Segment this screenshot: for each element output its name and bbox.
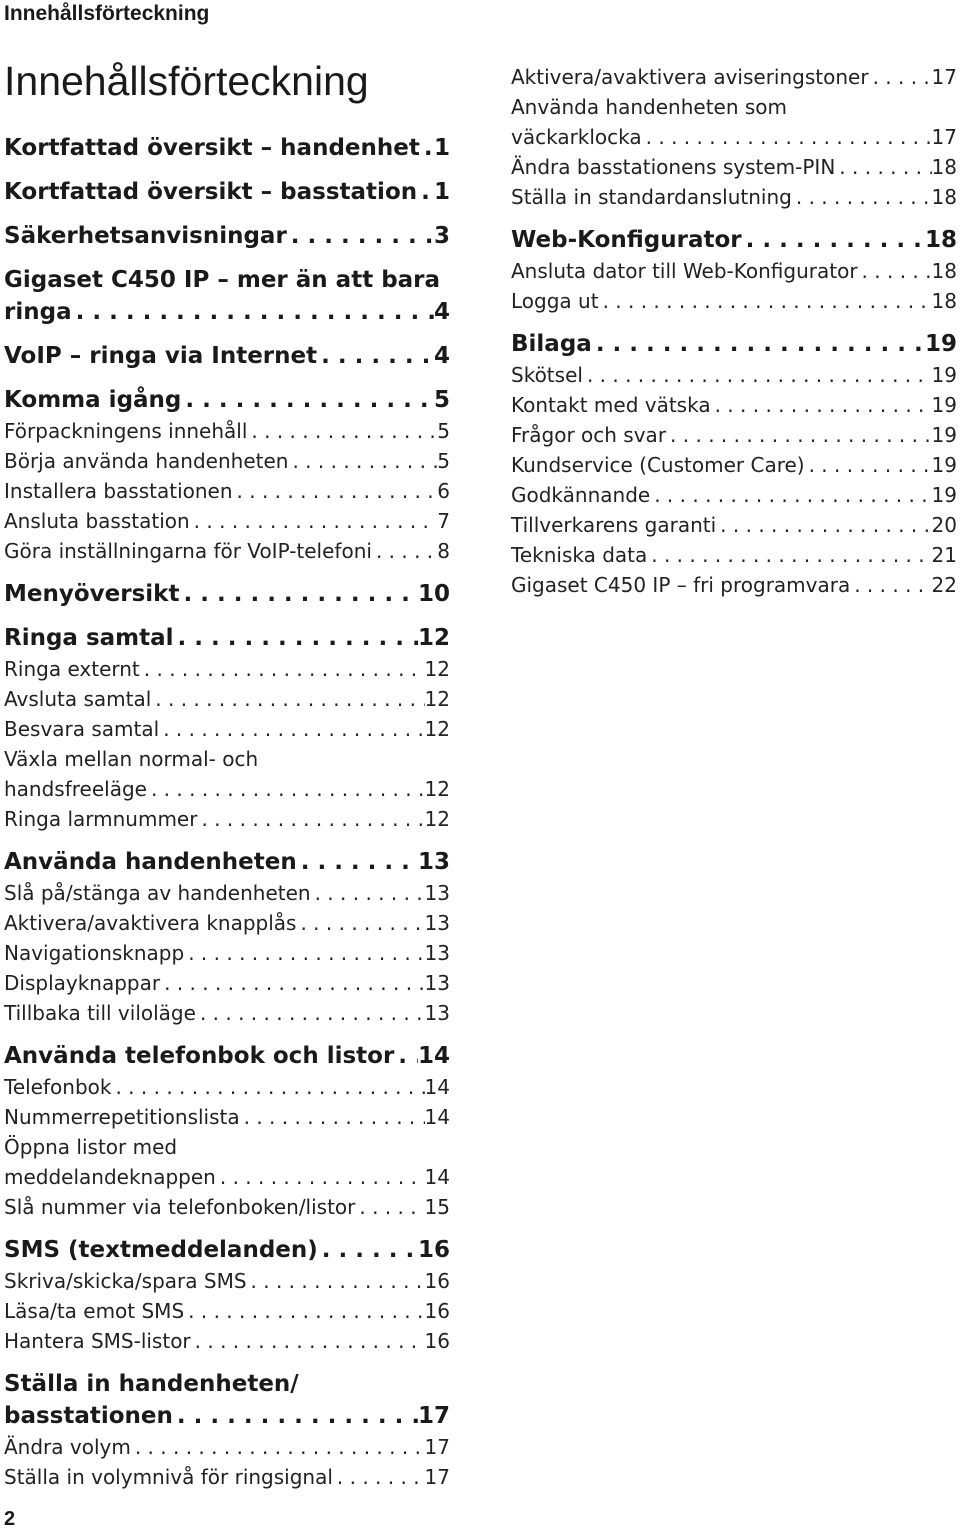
- toc-chapter: [4, 1368, 450, 1492]
- dot-leader: [372, 536, 437, 566]
- toc-page-number: 16: [424, 1269, 450, 1293]
- dot-leader: [599, 286, 932, 316]
- toc-page-number: 12: [424, 687, 450, 711]
- toc-page-number: 14: [424, 1105, 450, 1129]
- toc-chapter-title: Använda telefonbok och listor: [4, 1043, 395, 1069]
- toc-entry-label: Kundservice (Customer Care): [511, 453, 805, 477]
- toc-page-number: 13: [424, 911, 450, 935]
- dot-leader: [296, 908, 424, 938]
- toc-chapter: [4, 384, 450, 566]
- toc-chapter: [4, 846, 450, 1028]
- toc-chapter-title: Komma igång: [4, 387, 182, 413]
- toc-page-number: 10: [417, 581, 450, 607]
- toc-page-number: 12: [417, 625, 450, 651]
- dot-leader: [147, 774, 425, 804]
- dot-leader: [417, 176, 434, 208]
- toc-entry-label: Tillbaka till viloläge: [4, 1001, 196, 1025]
- toc-chapter-title: VoIP – ringa via Internet: [4, 343, 318, 369]
- toc-entry[interactable]: [4, 1072, 450, 1102]
- toc-entry-label: Ringa externt: [4, 657, 140, 681]
- toc-entry-label: Läsa/ta emot SMS: [4, 1299, 185, 1323]
- dot-leader: [173, 1400, 418, 1432]
- toc-chapter: [4, 1040, 450, 1222]
- toc-chapter-entry[interactable]: [4, 622, 450, 654]
- toc-chapter-entry[interactable]: [4, 1400, 450, 1432]
- toc-entry-label: Slå på/stänga av handenheten: [4, 881, 311, 905]
- toc-page-number: 17: [931, 125, 957, 149]
- toc-entry[interactable]: [4, 1432, 450, 1462]
- toc-chapter-title: SMS (textmeddelanden): [4, 1237, 318, 1263]
- toc-chapter-title: basstationen: [4, 1403, 173, 1429]
- toc-chapter-title: Kortfattad översikt – handenhet: [4, 135, 420, 161]
- toc-entry-label: Börja använda handenheten: [4, 449, 289, 473]
- toc-page-number: 18: [931, 259, 957, 283]
- toc-entry-label: meddelandeknappen: [4, 1165, 216, 1189]
- toc-page-number: 13: [424, 881, 450, 905]
- dot-leader: [318, 1234, 418, 1266]
- toc-entry-label: Hantera SMS-listor: [4, 1329, 191, 1353]
- dot-leader: [181, 384, 434, 416]
- toc-chapter: [511, 62, 957, 212]
- toc-page-number: 13: [424, 971, 450, 995]
- toc-page-number: 20: [931, 513, 957, 537]
- toc-entry[interactable]: [4, 998, 450, 1028]
- toc-page-number: 4: [433, 343, 450, 369]
- toc-chapter-entry[interactable]: [4, 296, 450, 328]
- dot-leader: [792, 182, 932, 212]
- toc-page-number: 14: [424, 1075, 450, 1099]
- toc-chapter-title: Ställa in handenheten/: [4, 1371, 299, 1397]
- toc-chapter: [4, 264, 450, 328]
- toc-entry-label: Skötsel: [511, 363, 583, 387]
- toc-entry[interactable]: [4, 1162, 450, 1192]
- toc-page-number: 14: [424, 1165, 450, 1189]
- toc-chapter-entry[interactable]: [4, 846, 450, 878]
- toc-entry[interactable]: [4, 1462, 450, 1492]
- dot-leader: [247, 416, 437, 446]
- toc-page-number: 17: [931, 65, 957, 89]
- toc-entry-label: handsfreeläge: [4, 777, 147, 801]
- dot-leader: [355, 1192, 424, 1222]
- toc-entry-label: Logga ut: [511, 289, 599, 313]
- toc-page-number: 16: [424, 1299, 450, 1323]
- toc-chapter: [4, 1234, 450, 1356]
- toc-page-number: 19: [931, 423, 957, 447]
- toc-entry[interactable]: [511, 152, 957, 182]
- toc-chapter-title: Bilaga: [511, 331, 592, 357]
- toc-entry-label: Nummerrepetitionslista: [4, 1105, 240, 1129]
- toc-entry[interactable]: [511, 390, 957, 420]
- toc-entry[interactable]: [511, 182, 957, 212]
- toc-chapter-entry[interactable]: [511, 328, 957, 360]
- toc-entry[interactable]: [4, 1102, 450, 1132]
- toc-entry[interactable]: [4, 416, 450, 446]
- toc-entry-label: Displayknappar: [4, 971, 161, 995]
- toc-page-number: 16: [417, 1237, 450, 1263]
- toc-page-number: 12: [424, 657, 450, 681]
- toc-chapter-title: ringa: [4, 299, 72, 325]
- toc-entry[interactable]: [4, 446, 450, 476]
- toc-right-column: [511, 62, 957, 612]
- toc-page-number: 13: [424, 1001, 450, 1025]
- toc-chapter-entry[interactable]: [4, 176, 450, 208]
- dot-leader: [394, 1040, 418, 1072]
- dot-leader: [216, 1162, 425, 1192]
- toc-page-number: 19: [931, 393, 957, 417]
- toc-entry-label: Tillverkarens garanti: [511, 513, 717, 537]
- toc-chapter-entry[interactable]: [4, 578, 450, 610]
- toc-chapter-title: Gigaset C450 IP – mer än att bara: [4, 267, 441, 293]
- toc-page-number: 12: [424, 807, 450, 831]
- toc-entry[interactable]: [511, 540, 957, 570]
- toc-chapter-title: Web-Konfigurator: [511, 227, 742, 253]
- toc-entry-label: Växla mellan normal- och: [4, 747, 259, 771]
- dot-leader: [869, 62, 932, 92]
- dot-leader: [642, 122, 932, 152]
- toc-page-number: 1: [433, 179, 450, 205]
- toc-entry[interactable]: [4, 878, 450, 908]
- toc-chapter-entry[interactable]: [4, 1040, 450, 1072]
- toc-page-number: 5: [437, 419, 450, 443]
- dot-leader: [583, 360, 932, 390]
- dot-leader: [592, 328, 925, 360]
- toc-chapter: [4, 132, 450, 164]
- toc-entry-label: Frågor och svar: [511, 423, 667, 447]
- toc-entry[interactable]: [511, 360, 957, 390]
- dot-leader: [711, 390, 932, 420]
- toc-entry-label: Ställa in standardanslutning: [511, 185, 792, 209]
- toc-page-number: 12: [424, 717, 450, 741]
- toc-entry-label: Aktivera/avaktivera aviseringstoner: [511, 65, 869, 89]
- toc-page-number: 3: [433, 223, 450, 249]
- dot-leader: [288, 446, 437, 476]
- toc-chapter-title: Menyöversikt: [4, 581, 180, 607]
- toc-entry-label: Kontakt med vätska: [511, 393, 711, 417]
- toc-page-number: 12: [424, 777, 450, 801]
- toc-chapter: [511, 224, 957, 316]
- dot-leader: [174, 622, 418, 654]
- toc-entry-label: Gigaset C450 IP – fri programvara: [511, 573, 851, 597]
- toc-page-number: 18: [931, 289, 957, 313]
- dot-leader: [287, 220, 434, 252]
- toc-entry-label: Öppna listor med: [4, 1135, 178, 1159]
- toc-entry-label: Slå nummer via telefonboken/listor: [4, 1195, 356, 1219]
- toc-entry-label: väckarklocka: [511, 125, 642, 149]
- toc-page-number: 17: [417, 1403, 450, 1429]
- toc-entry[interactable]: [511, 450, 957, 480]
- toc-page-number: 16: [424, 1329, 450, 1353]
- toc-entry-label: Göra inställningarna för VoIP-telefoni: [4, 539, 372, 563]
- dot-leader: [420, 132, 434, 164]
- toc-page-number: 18: [924, 227, 957, 253]
- dot-leader: [159, 714, 424, 744]
- toc-entry[interactable]: [4, 774, 450, 804]
- toc-left-column: [4, 132, 450, 1504]
- dot-leader: [835, 152, 931, 182]
- dot-leader: [666, 420, 932, 450]
- page-title: Innehållsförteckning: [4, 58, 369, 104]
- toc-entry-label: Skriva/skicka/spara SMS: [4, 1269, 247, 1293]
- toc-entry[interactable]: [511, 286, 957, 316]
- dot-leader: [742, 224, 925, 256]
- toc-entry[interactable]: [4, 908, 450, 938]
- dot-leader: [805, 450, 932, 480]
- toc-page-number: 17: [424, 1465, 450, 1489]
- toc-chapter: [4, 220, 450, 252]
- toc-entry[interactable]: [4, 1326, 450, 1356]
- toc-chapter: [4, 622, 450, 834]
- toc-chapter: [4, 578, 450, 610]
- toc-page-number: 13: [424, 941, 450, 965]
- toc-entry-label: Ändra basstationens system-PIN: [511, 155, 836, 179]
- dot-leader: [197, 804, 424, 834]
- toc-page-number: 18: [931, 155, 957, 179]
- toc-chapter: [511, 328, 957, 600]
- toc-entry[interactable]: [4, 938, 450, 968]
- toc-chapter-title: Använda handenheten: [4, 849, 297, 875]
- toc-page-number: 19: [924, 331, 957, 357]
- toc-entry-label: Ansluta basstation: [4, 509, 190, 533]
- toc-chapter-entry[interactable]: [511, 224, 957, 256]
- dot-leader: [184, 938, 424, 968]
- toc-page-number: 19: [931, 483, 957, 507]
- dot-leader: [240, 1102, 425, 1132]
- toc-entry[interactable]: [4, 968, 450, 998]
- toc-chapter-entry[interactable]: [4, 1234, 450, 1266]
- toc-entry[interactable]: [4, 476, 450, 506]
- toc-entry[interactable]: [511, 256, 957, 286]
- toc-entry[interactable]: [4, 714, 450, 744]
- toc-entry[interactable]: [4, 536, 450, 566]
- toc-page-number: 22: [931, 573, 957, 597]
- toc-entry-label: Besvara samtal: [4, 717, 160, 741]
- dot-leader: [140, 654, 425, 684]
- toc-page-number: 18: [931, 185, 957, 209]
- dot-leader: [179, 578, 418, 610]
- toc-page-number: 6: [437, 479, 450, 503]
- dot-leader: [72, 296, 434, 328]
- running-header: Innehållsförteckning: [4, 2, 210, 25]
- toc-chapter-entry[interactable]: [4, 384, 450, 416]
- toc-entry[interactable]: [511, 122, 957, 152]
- toc-entry[interactable]: [4, 1296, 450, 1326]
- toc-chapter: [4, 340, 450, 372]
- toc-page-number: 14: [417, 1043, 450, 1069]
- dot-leader: [196, 998, 425, 1028]
- dot-leader: [111, 1072, 424, 1102]
- dot-leader: [716, 510, 931, 540]
- toc-entry[interactable]: [511, 62, 957, 92]
- toc-page-number: 8: [437, 539, 450, 563]
- toc-entry-label: Ansluta dator till Web-Konfigurator: [511, 259, 858, 283]
- toc-entry[interactable]: [511, 420, 957, 450]
- toc-entry[interactable]: [4, 1192, 450, 1222]
- toc-entry[interactable]: [4, 804, 450, 834]
- toc-page-number: 17: [424, 1435, 450, 1459]
- toc-entry[interactable]: [511, 480, 957, 510]
- dot-leader: [333, 1462, 425, 1492]
- toc-entry[interactable]: [4, 654, 450, 684]
- toc-entry-label: Ställa in volymnivå för ringsignal: [4, 1465, 333, 1489]
- toc-chapter-title: Ringa samtal: [4, 625, 174, 651]
- toc-entry-label: Ringa larmnummer: [4, 807, 198, 831]
- toc-chapter-entry[interactable]: [4, 132, 450, 164]
- dot-leader: [131, 1432, 425, 1462]
- toc-chapter-entry[interactable]: [4, 220, 450, 252]
- dot-leader: [297, 846, 418, 878]
- toc-entry-label: Ändra volym: [4, 1435, 131, 1459]
- dot-leader: [233, 476, 438, 506]
- toc-chapter-entry[interactable]: [4, 340, 450, 372]
- toc-entry-label: Förpackningens innehåll: [4, 419, 248, 443]
- toc-page-number: 21: [931, 543, 957, 567]
- toc-page-number: 5: [433, 387, 450, 413]
- toc-entry-label: Godkännande: [511, 483, 651, 507]
- toc-chapter-title: Kortfattad översikt – basstation: [4, 179, 418, 205]
- toc-page-number: 4: [433, 299, 450, 325]
- dot-leader: [647, 540, 931, 570]
- dot-leader: [317, 340, 434, 372]
- toc-entry-label: Tekniska data: [511, 543, 648, 567]
- dot-leader: [184, 1296, 424, 1326]
- toc-entry-label: Använda handenheten som: [511, 95, 788, 119]
- dot-leader: [160, 968, 424, 998]
- toc-entry-label: Telefonbok: [4, 1075, 112, 1099]
- toc-page-number: 19: [931, 363, 957, 387]
- dot-leader: [191, 1326, 425, 1356]
- toc-page-number: 15: [424, 1195, 450, 1219]
- toc-entry-label: Aktivera/avaktivera knapplås: [4, 911, 297, 935]
- toc-entry[interactable]: [4, 1266, 450, 1296]
- toc-page-number: 7: [437, 509, 450, 533]
- dot-leader: [247, 1266, 425, 1296]
- toc-chapter-title: Säkerhetsanvisningar: [4, 223, 287, 249]
- dot-leader: [850, 570, 931, 600]
- dot-leader: [858, 256, 932, 286]
- toc-entry[interactable]: [4, 506, 450, 536]
- toc-page-number: 19: [931, 453, 957, 477]
- toc-page-number: 5: [437, 449, 450, 473]
- dot-leader: [650, 480, 931, 510]
- toc-entry[interactable]: [4, 684, 450, 714]
- dot-leader: [190, 506, 438, 536]
- toc-entry[interactable]: [511, 510, 957, 540]
- toc-entry-label: Avsluta samtal: [4, 687, 152, 711]
- toc-entry-label: Navigationsknapp: [4, 941, 185, 965]
- toc-entry[interactable]: [511, 570, 957, 600]
- toc-chapter: [4, 176, 450, 208]
- page-number: 2: [4, 1508, 16, 1530]
- toc-page-number: 1: [433, 135, 450, 161]
- dot-leader: [311, 878, 425, 908]
- toc-entry-label: Installera basstationen: [4, 479, 233, 503]
- dot-leader: [151, 684, 424, 714]
- toc-page-number: 13: [417, 849, 450, 875]
